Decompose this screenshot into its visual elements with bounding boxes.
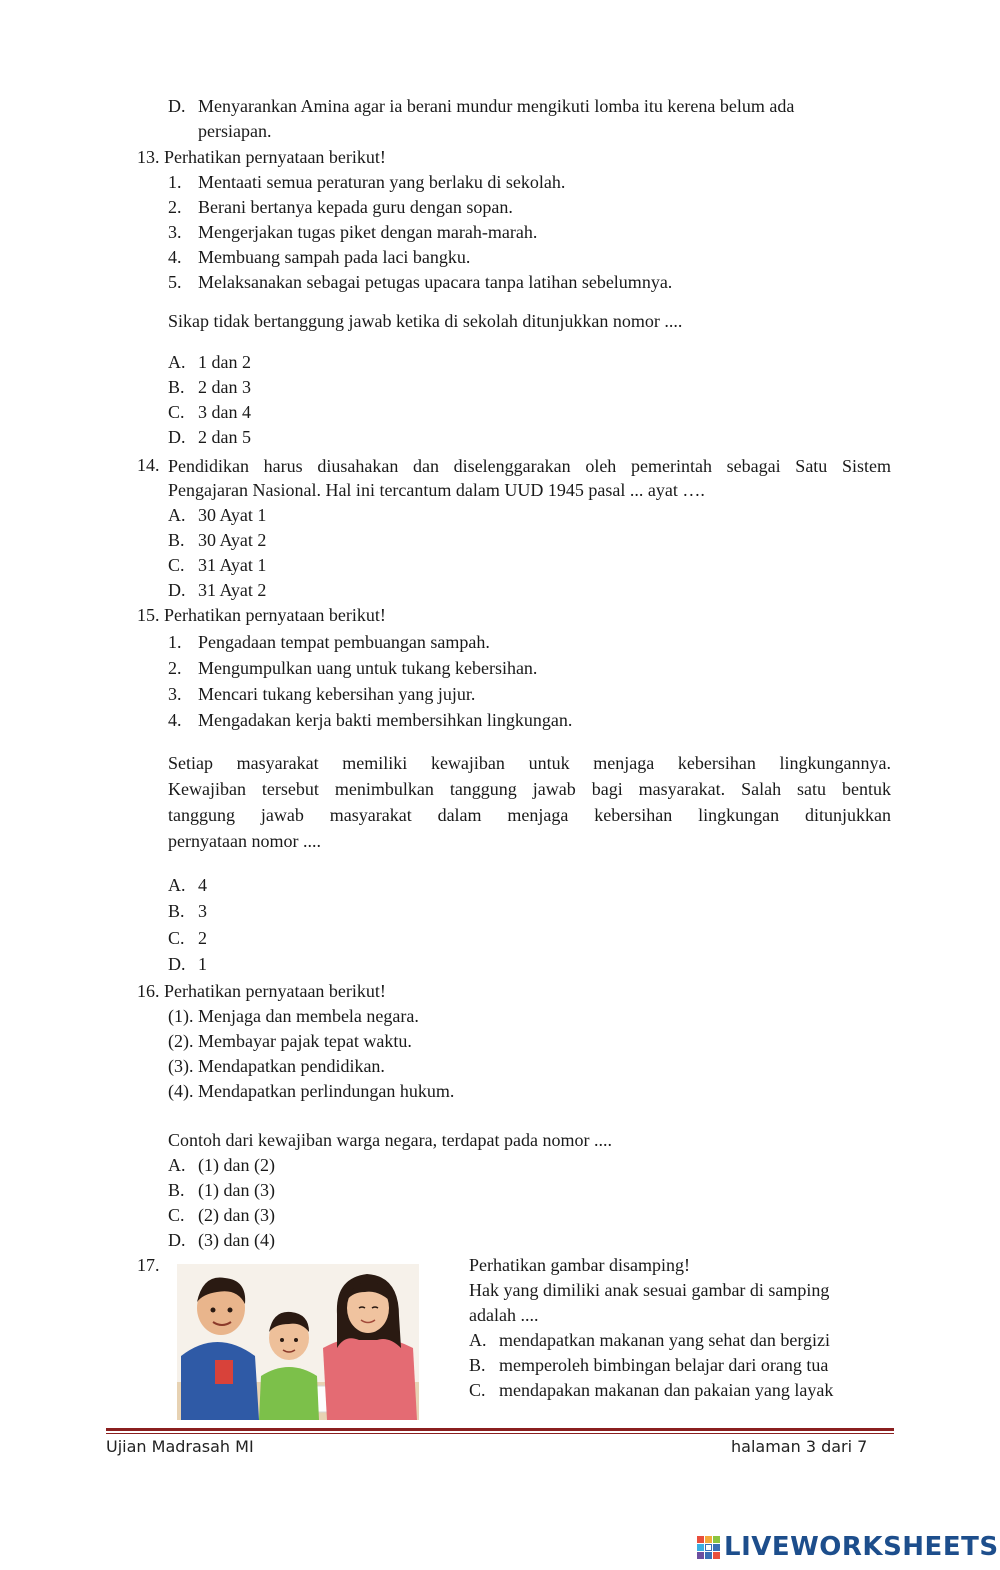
q17-option-c[interactable]: C. mendapakan makanan dan pakaian yang layak — [469, 1380, 834, 1400]
q16-question: Contoh dari kewajiban warga negara, terdapat pada nomor .... — [168, 1130, 613, 1150]
q13-option-d[interactable]: D. 2 dan 5 — [168, 427, 251, 447]
q14-option-d[interactable]: D. 31 Ayat 2 — [168, 580, 267, 600]
q17-question-line1: Hak yang dimiliki anak sesuai gambar di samping — [469, 1280, 830, 1300]
q17-option-a[interactable]: A. mendapatkan makanan yang sehat dan bergizi — [469, 1330, 831, 1350]
q16-statement: (2). Membayar pajak tepat waktu. — [168, 1031, 412, 1051]
liveworksheets-logo[interactable] — [697, 1530, 999, 1564]
q15-option-a[interactable]: A. 4 — [168, 875, 207, 895]
q13-prompt: 13. Perhatikan pernyataan berikut! — [137, 147, 386, 167]
q14-question-line2: Pengajaran Nasional. Hal ini tercantum dalam UUD 1945 pasal ... ayat …. — [168, 480, 705, 500]
q16-option-a[interactable]: A. (1) dan (2) — [168, 1155, 275, 1175]
q15-paragraph-line: tanggung jawab masyarakat dalam menjaga kebersihan lingkungan ditunjukkan — [168, 805, 891, 825]
q13-statement: 5. Melaksanakan sebagai petugas upacara tanpa latihan sebelumnya. — [168, 272, 673, 292]
q12-option-d-continued: persiapan. — [198, 121, 272, 141]
q14-option-b[interactable]: B. 30 Ayat 2 — [168, 530, 267, 550]
q17-option-b[interactable]: B. memperoleh bimbingan belajar dari orang tua — [469, 1355, 829, 1375]
q16-option-d[interactable]: D. (3) dan (4) — [168, 1230, 275, 1250]
q13-statement: 2. Berani bertanya kepada guru dengan sopan. — [168, 197, 513, 217]
q14-number: 14. — [137, 455, 160, 475]
q16-statement: (3). Mendapatkan pendidikan. — [168, 1056, 385, 1076]
q12-option-d: D. Menyarankan Amina agar ia berani mundur mengikuti lomba itu kerena belum ada — [168, 96, 795, 116]
footer-divider — [106, 1428, 894, 1431]
liveworksheets-wordmark: LIVEWORKSHEETS — [724, 1532, 999, 1562]
liveworksheets-grid-icon — [697, 1536, 720, 1559]
q16-prompt: 16. Perhatikan pernyataan berikut! — [137, 981, 386, 1001]
q13-question: Sikap tidak bertanggung jawab ketika di sekolah ditunjukkan nomor .... — [168, 311, 683, 331]
footer-left: Ujian Madrasah MI — [106, 1437, 254, 1456]
q15-statement: 2. Mengumpulkan uang untuk tukang kebersihan. — [168, 658, 538, 678]
q13-statement: 1. Mentaati semua peraturan yang berlaku di sekolah. — [168, 172, 566, 192]
q15-paragraph-line: Kewajiban tersebut menimbulkan tanggung jawab bagi masyarakat. Salah satu bentuk — [168, 779, 891, 799]
footer-page-number: halaman 3 dari 7 — [731, 1437, 868, 1456]
q15-option-c[interactable]: C. 2 — [168, 928, 207, 948]
q15-statement: 3. Mencari tukang kebersihan yang jujur. — [168, 684, 476, 704]
q17-question-line2: adalah .... — [469, 1305, 539, 1325]
q14-question-line1: Pendidikan harus diusahakan dan diselenggarakan oleh pemerintah sebagai Satu Sistem — [168, 456, 891, 476]
q16-option-b[interactable]: B. (1) dan (3) — [168, 1180, 275, 1200]
q13-statement: 4. Membuang sampah pada laci bangku. — [168, 247, 471, 267]
q17-prompt: Perhatikan gambar disamping! — [469, 1255, 690, 1275]
q16-statement: (4). Mendapatkan perlindungan hukum. — [168, 1081, 455, 1101]
q15-paragraph-line: Setiap masyarakat memiliki kewajiban untuk menjaga kebersihan lingkungannya. — [168, 753, 891, 773]
family-learning-illustration — [177, 1264, 419, 1420]
q16-statement: (1). Menjaga dan membela negara. — [168, 1006, 419, 1026]
q13-statement: 3. Mengerjakan tugas piket dengan marah-marah. — [168, 222, 538, 242]
q14-option-a[interactable]: A. 30 Ayat 1 — [168, 505, 267, 525]
footer-divider-thin — [106, 1433, 894, 1434]
q15-option-b[interactable]: B. 3 — [168, 901, 207, 921]
q13-option-c[interactable]: C. 3 dan 4 — [168, 402, 251, 422]
q15-option-d[interactable]: D. 1 — [168, 954, 207, 974]
q15-paragraph-line: pernyataan nomor .... — [168, 831, 321, 851]
q17-number: 17. — [137, 1255, 160, 1275]
q15-statement: 4. Mengadakan kerja bakti membersihkan lingkungan. — [168, 710, 573, 730]
q13-option-a[interactable]: A. 1 dan 2 — [168, 352, 251, 372]
q15-statement: 1. Pengadaan tempat pembuangan sampah. — [168, 632, 490, 652]
q15-prompt: 15. Perhatikan pernyataan berikut! — [137, 605, 386, 625]
q16-option-c[interactable]: C. (2) dan (3) — [168, 1205, 275, 1225]
q13-option-b[interactable]: B. 2 dan 3 — [168, 377, 251, 397]
q14-option-c[interactable]: C. 31 Ayat 1 — [168, 555, 267, 575]
